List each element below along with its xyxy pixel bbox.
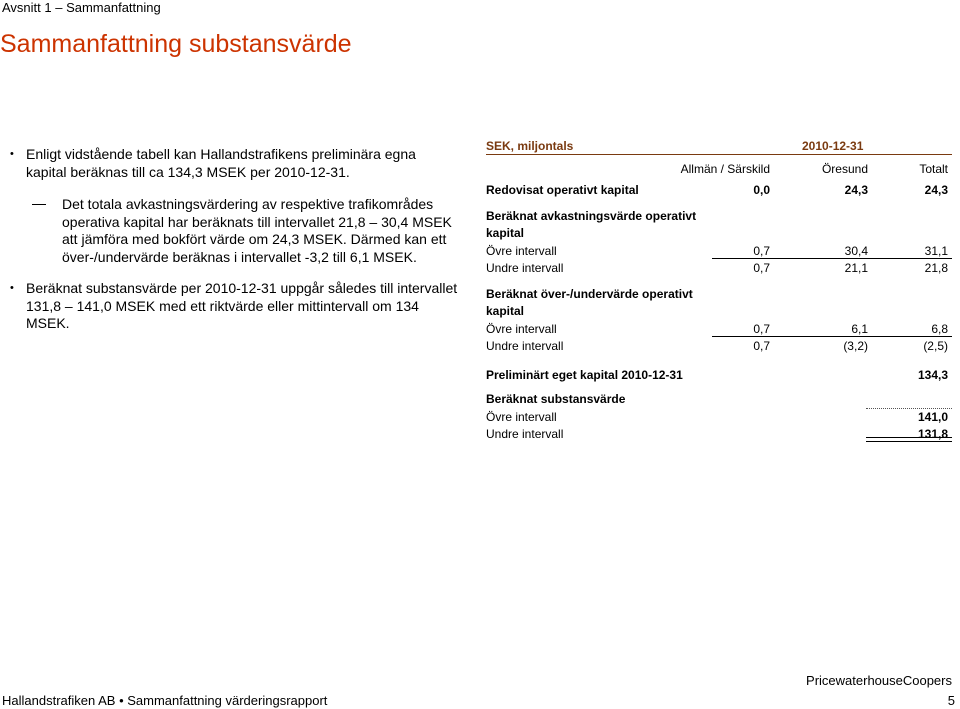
row-label: Övre intervall bbox=[486, 322, 557, 336]
page-number: 5 bbox=[947, 693, 955, 708]
table-row-subst-ovre bbox=[486, 408, 952, 425]
date-label: 2010-12-31 bbox=[802, 139, 864, 153]
cell-value: 24,3 bbox=[844, 183, 868, 197]
cell-value: 141,0 bbox=[917, 410, 948, 424]
cell-value: 21,8 bbox=[924, 261, 948, 275]
summary-text bbox=[10, 146, 460, 350]
cell-value: 6,8 bbox=[931, 322, 948, 336]
footer-text: Hallandstrafiken AB • Sammanfattning värderingsrapport bbox=[2, 693, 328, 708]
row-double-underline bbox=[866, 437, 952, 442]
cell-value: 6,1 bbox=[851, 322, 868, 336]
row-label: Preliminärt eget kapital 2010-12-31 bbox=[486, 368, 683, 382]
cell-value: (2,5) bbox=[923, 339, 948, 353]
table-row-over-ovre bbox=[486, 320, 952, 337]
row-label: Redovisat operativt kapital bbox=[486, 183, 639, 197]
cell-value: 0,0 bbox=[753, 183, 770, 197]
row-dotted-line bbox=[866, 408, 952, 409]
valuation-table bbox=[486, 136, 952, 442]
over-heading: Beräknat över-/undervärde operativt kapital bbox=[486, 287, 693, 318]
table-row-over-undre bbox=[486, 337, 952, 354]
row-label: Undre intervall bbox=[486, 261, 564, 275]
subst-heading: Beräknat substansvärde bbox=[486, 392, 626, 406]
row-label: Undre intervall bbox=[486, 339, 564, 353]
cell-value: 30,4 bbox=[844, 244, 868, 258]
row-label: Undre intervall bbox=[486, 427, 564, 441]
page-title: Sammanfattning substansvärde bbox=[0, 30, 352, 58]
subbullet-valuation: Det totala avkastningsvärdering av respektive trafikområdes operativa kapital har beräknats till intervallet 21,8 – 30,4 MSEK att jämföra med bokfört värde om 24,3 MSEK. Därmed kan ett över-/undervärde beräknas i intervallet -3,2 till 6,1 MSEK. bbox=[10, 196, 460, 266]
cell-value: 0,7 bbox=[753, 322, 770, 336]
table-row-subst-undre bbox=[486, 425, 952, 442]
cell-value: 0,7 bbox=[753, 244, 770, 258]
column-headers bbox=[486, 160, 952, 180]
row-label: Övre intervall bbox=[486, 410, 557, 424]
table-row-redovisat bbox=[486, 181, 952, 198]
cell-value: 0,7 bbox=[753, 261, 770, 275]
table-row-avk-undre bbox=[486, 259, 952, 276]
table-row-avk-ovre bbox=[486, 242, 952, 259]
cell-value: 134,3 bbox=[917, 368, 948, 382]
unit-label: SEK, miljontals bbox=[486, 139, 574, 153]
cell-value: 31,1 bbox=[924, 244, 948, 258]
column-header-allman: Allmän / Särskild bbox=[680, 162, 770, 176]
section-header: Avsnitt 1 – Sammanfattning bbox=[2, 0, 161, 15]
column-header-totalt: Totalt bbox=[919, 162, 948, 176]
column-header-oresund: Öresund bbox=[821, 162, 868, 176]
table-header bbox=[486, 136, 952, 155]
bullet-equity: • Enligt vidstående tabell kan Hallandstrafikens preliminära egna kapital beräknas till ca 134,3 MSEK per 2010-12-31. bbox=[10, 146, 460, 181]
cell-value: 131,8 bbox=[917, 427, 948, 441]
bullet-substance-value: • Beräknat substansvärde per 2010-12-31 uppgår således till intervallet 131,8 – 141,0 MSEK med ett riktvärde eller mittintervall om 134 MSEK. bbox=[10, 280, 460, 333]
cell-value: (3,2) bbox=[843, 339, 868, 353]
cell-value: 0,7 bbox=[753, 339, 770, 353]
cell-value: 21,1 bbox=[844, 261, 868, 275]
cell-value: 24,3 bbox=[924, 183, 948, 197]
row-label: Övre intervall bbox=[486, 244, 557, 258]
table-row-eget-kapital bbox=[486, 366, 952, 383]
avk-heading: Beräknat avkastningsvärde operativt kapital bbox=[486, 209, 697, 240]
footer-brand: PricewaterhouseCoopers bbox=[806, 673, 952, 688]
